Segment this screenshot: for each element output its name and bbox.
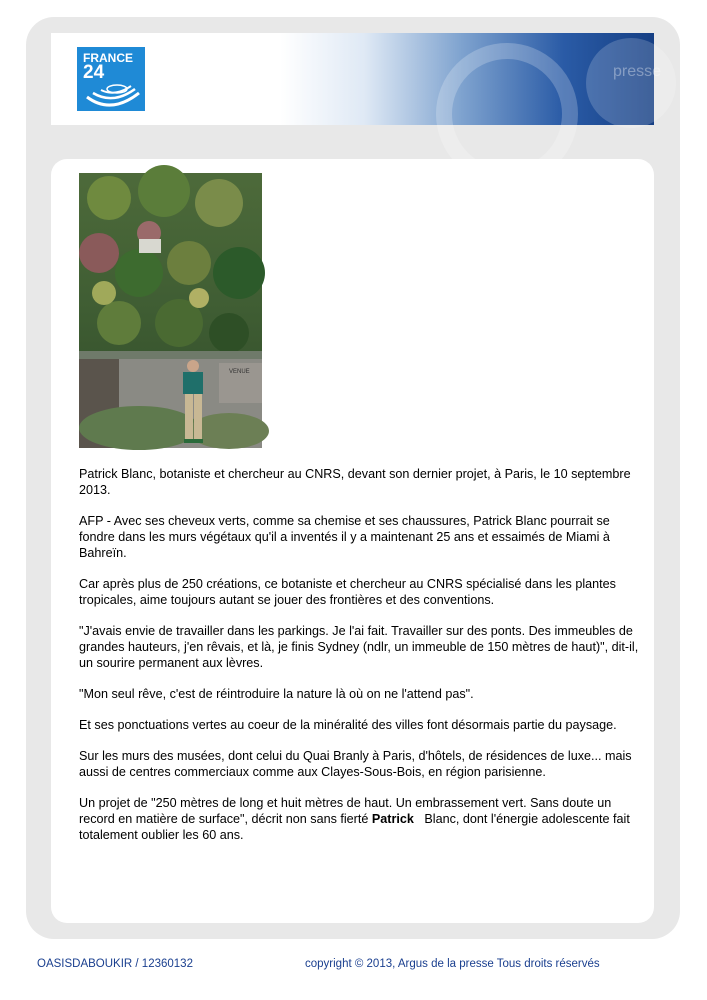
article-photo: [79, 173, 262, 448]
logo-line1: FRANCE: [83, 51, 133, 65]
article-paragraph: AFP - Avec ses cheveux verts, comme sa chemise et ses chaussures, Patrick Blanc pourrait se fondre dans les murs végétaux qu'il a inventés il y a maintenant 25 ans et essaimés de Miami à Bahreïn.: [79, 514, 610, 560]
logo-line2: 24: [83, 62, 105, 83]
photo-sign-text: VENUE: [229, 369, 250, 375]
article-paragraph-final: [79, 795, 639, 843]
decorative-circle: [586, 38, 676, 128]
article-paragraph: "J'avais envie de travailler dans les parkings. Je l'ai fait. Travailler sur des ponts. Des immeubles de grandes hauteurs, j'en rêvais, et là, je finis Sydney (ndlr, un immeuble de 150 mètres de haut)", dit-il, un sourire permanent aux lèvres.: [79, 624, 639, 670]
article-text: [79, 466, 639, 858]
photo-caption: Patrick Blanc, botaniste et chercheur au CNRS, devant son dernier projet, à Paris, le 10 septembre 2013.: [79, 467, 631, 497]
banner-watermark-text: presse: [613, 63, 662, 80]
paragraph-text: Blanc, dont l'énergie adolescente fait totalement oublier les 60 ans.: [79, 812, 634, 842]
france24-logo: [77, 47, 145, 111]
paragraph-text: Un projet de "250 mètres de long et huit mètres de haut. Un embrassement vert. Sans doute un record en matière de surface", décrit non sans fierté: [79, 796, 612, 826]
article-paragraph: Car après plus de 250 créations, ce botaniste et chercheur au CNRS spécialisé dans les plantes tropicales, aime toujours autant se jouer des frontières et des conventions.: [79, 577, 616, 607]
article-paragraph: Sur les murs des musées, dont celui du Quai Branly à Paris, d'hôtels, de résidences de luxe... mais aussi de centres commerciaux comme aux Clayes-Sous-Bois, en région parisienne.: [79, 749, 632, 779]
article-paragraph: "Mon seul rêve, c'est de réintroduire la nature là où on ne l'attend pas".: [79, 687, 474, 701]
article-paragraph: Et ses ponctuations vertes au coeur de la minéralité des villes font désormais partie du paysage.: [79, 718, 617, 732]
logo-waves-icon: [77, 47, 145, 111]
footer-copyright: copyright © 2013, Argus de la presse Tous droits réservés: [305, 958, 600, 970]
bold-name: Patrick: [371, 812, 414, 826]
vertical-garden-image: [79, 173, 262, 448]
footer-reference: OASISDABOUKIR / 12360132: [37, 958, 193, 970]
